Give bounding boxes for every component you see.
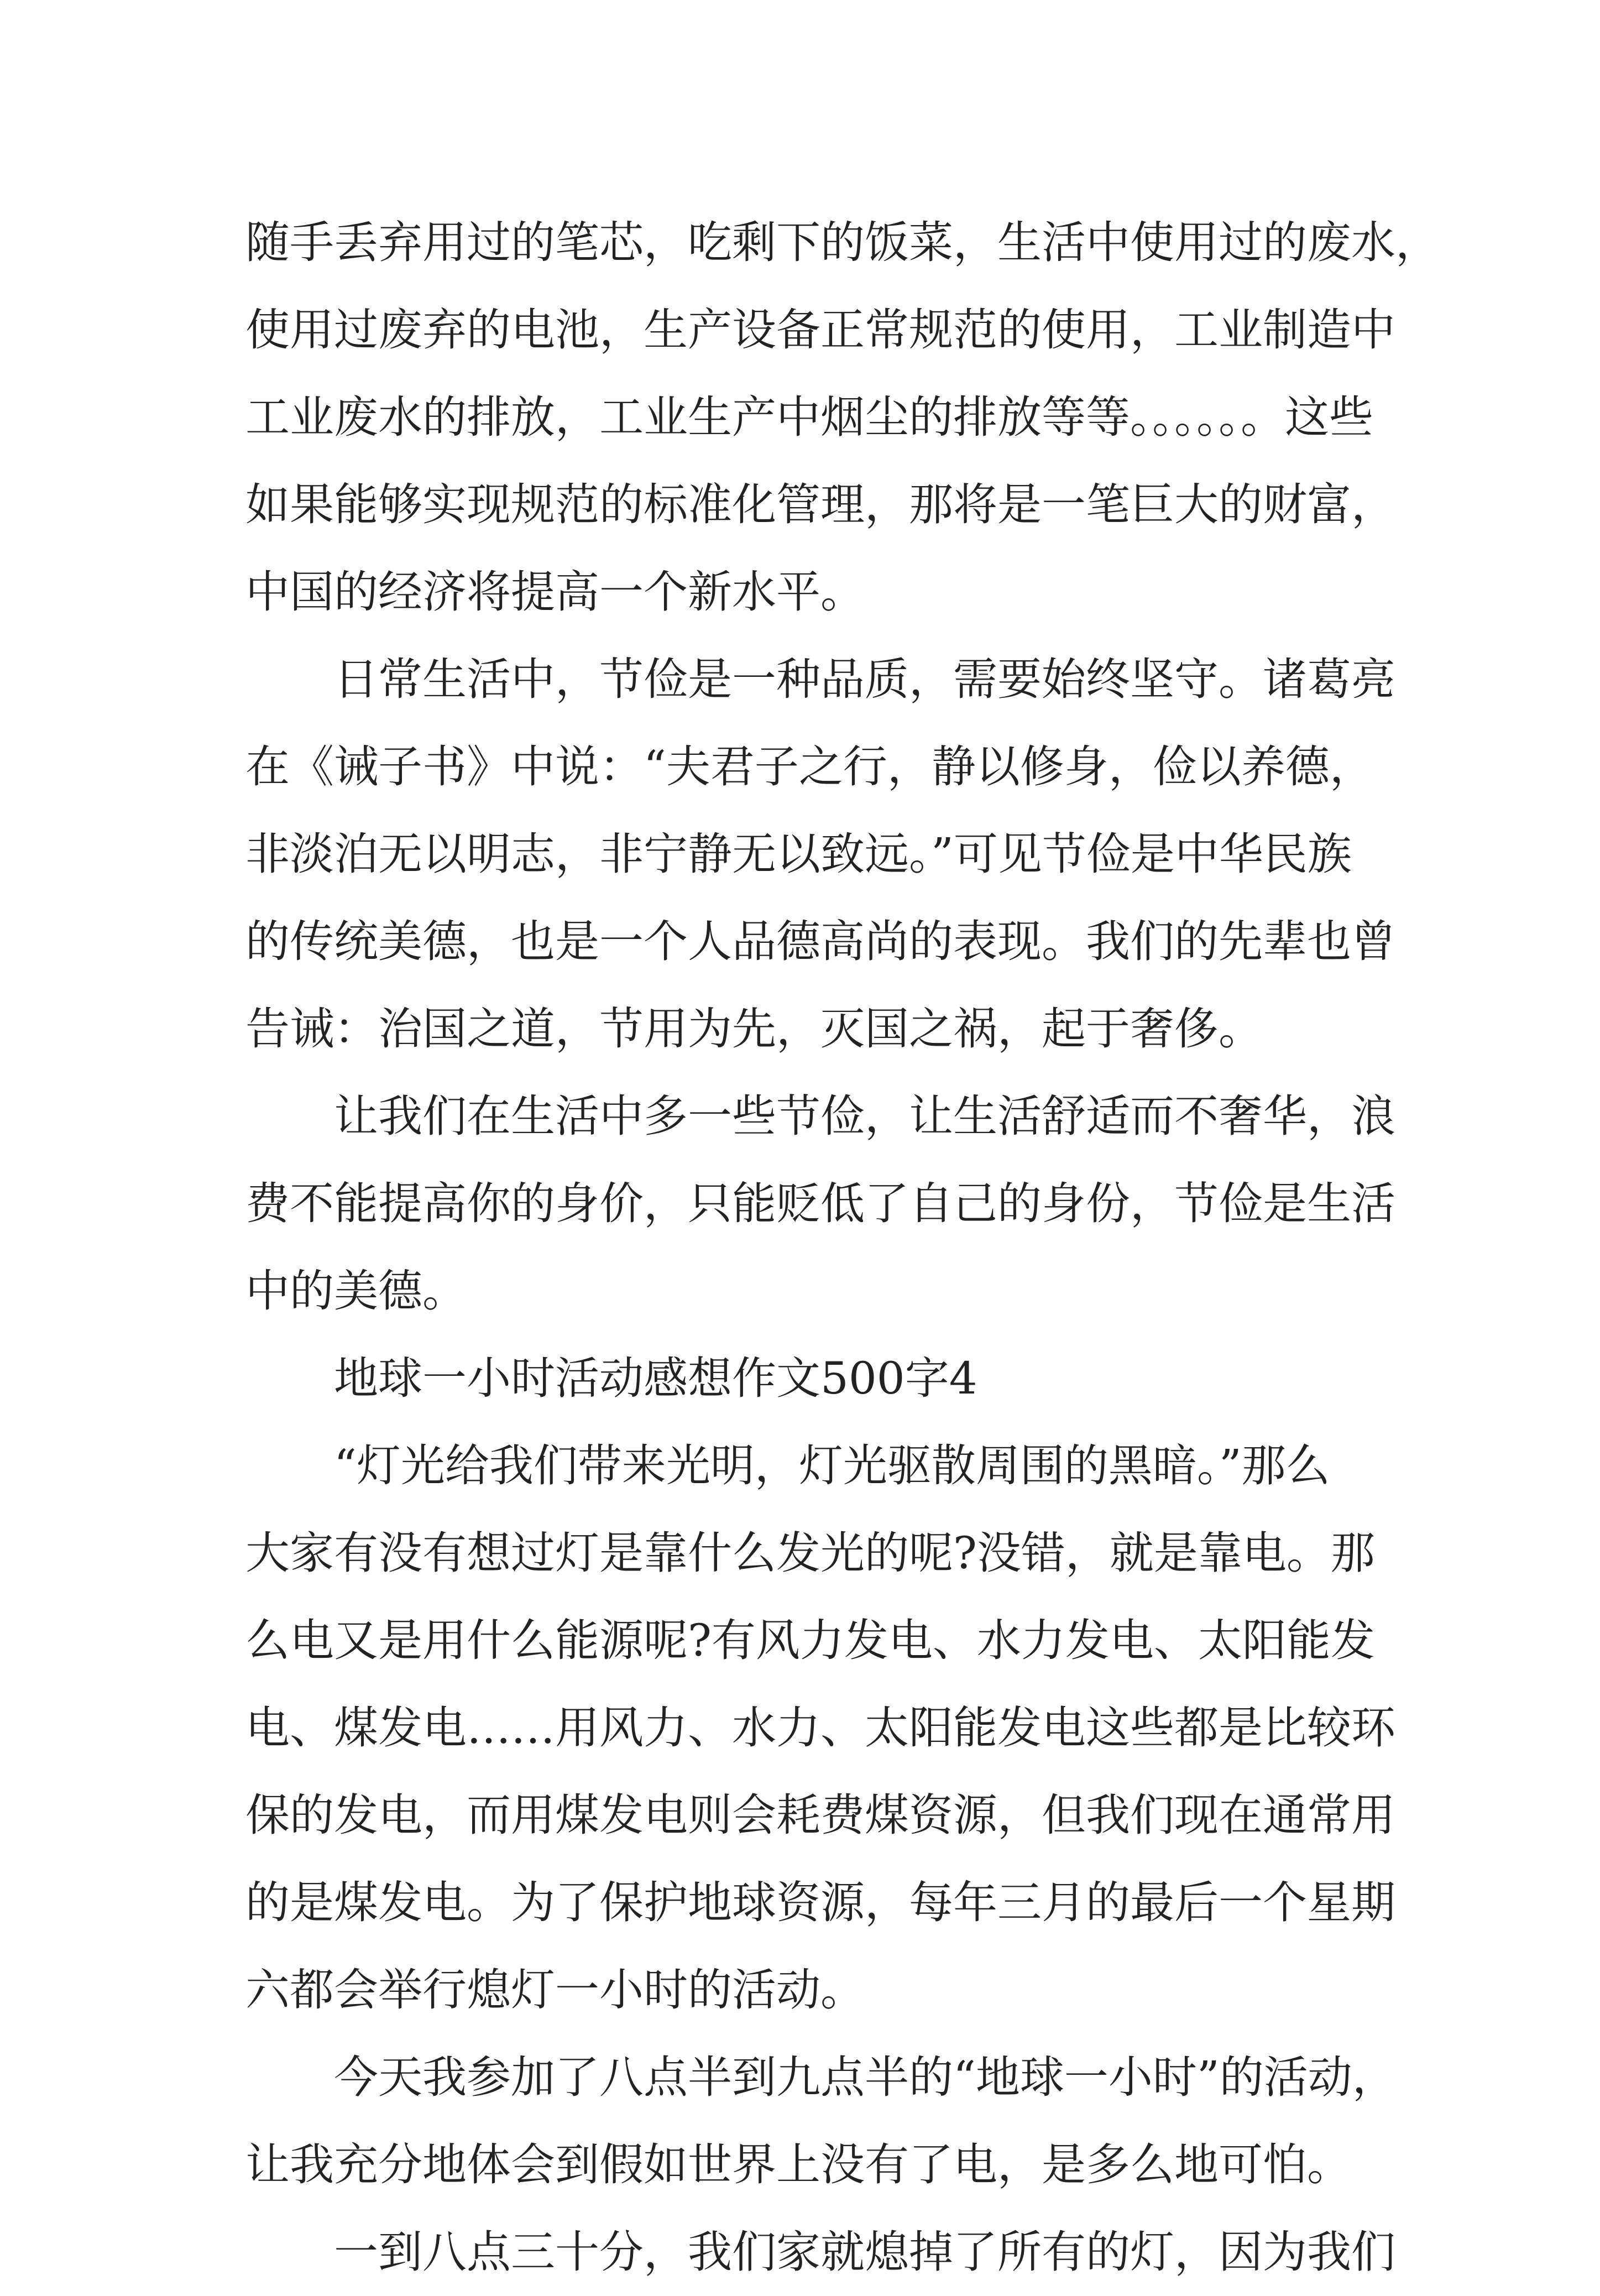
paragraph-line: 六都会举行熄灯一小时的活动。 [245,1964,865,2016]
paragraph-line: 工业废水的排放，工业生产中烟尘的排放等等。。。。。。这些 [245,392,1373,443]
paragraph-line: 日常生活中，节俭是一种品质，需要始终坚守。诸葛亮 [334,654,1395,705]
paragraph-line: “灯光给我们带来光明，灯光驱散周围的黑暗。”那么 [334,1440,1330,1491]
paragraph-line: 今天我参加了八点半到九点半的“地球一小时”的活动， [334,2052,1397,2103]
paragraph-line: 如果能够实现规范的标准化管理，那将是一笔巨大的财富， [245,479,1395,530]
paragraph-line: 保的发电，而用煤发电则会耗费煤资源，但我们现在通常用 [245,1789,1395,1841]
section-heading: 地球一小时活动感想作文500字4 [334,1353,977,1404]
paragraph-line: 让我充分地体会到假如世界上没有了电，是多么地可怕。 [245,2139,1351,2190]
paragraph-line: 告诫：治国之道，节用为先，灭国之祸，起于奢侈。 [245,1003,1263,1055]
paragraph-line: 的传统美德，也是一个人品德高尚的表现。我们的先辈也曾 [245,916,1395,967]
document-body [245,199,1440,2296]
paragraph-line: 在《诫子书》中说：“夫君子之行，静以修身，俭以养德， [245,741,1374,792]
paragraph-line: 的是煤发电。为了保护地球资源，每年三月的最后一个星期 [245,1877,1395,1928]
paragraph-line: 电、煤发电……用风力、水力、太阳能发电这些都是比较环 [245,1702,1395,1754]
paragraph-line: 大家有没有想过灯是靠什么发光的呢?没错，就是靠电。那 [245,1527,1375,1579]
paragraph-line: 中国的经济将提高一个新水平。 [245,566,865,618]
paragraph-line: 一到八点三十分，我们家就熄掉了所有的灯，因为我们 [334,2226,1395,2278]
paragraph-line: 么电又是用什么能源呢?有风力发电、水力发电、太阳能发 [245,1615,1375,1666]
paragraph-line: 随手丢弃用过的笔芯，吃剩下的饭菜，生活中使用过的废水， [245,217,1440,268]
paragraph-line: 中的美德。 [245,1265,467,1317]
paragraph-line: 让我们在生活中多一些节俭，让生活舒适而不奢华，浪 [334,1090,1395,1142]
paragraph-line: 非淡泊无以明志，非宁静无以致远。”可见节俭是中华民族 [245,828,1352,880]
paragraph-line: 使用过废弃的电池，生产设备正常规范的使用，工业制造中 [245,304,1395,356]
paragraph-line: 费不能提高你的身价，只能贬低了自己的身份，节俭是生活 [245,1178,1395,1229]
